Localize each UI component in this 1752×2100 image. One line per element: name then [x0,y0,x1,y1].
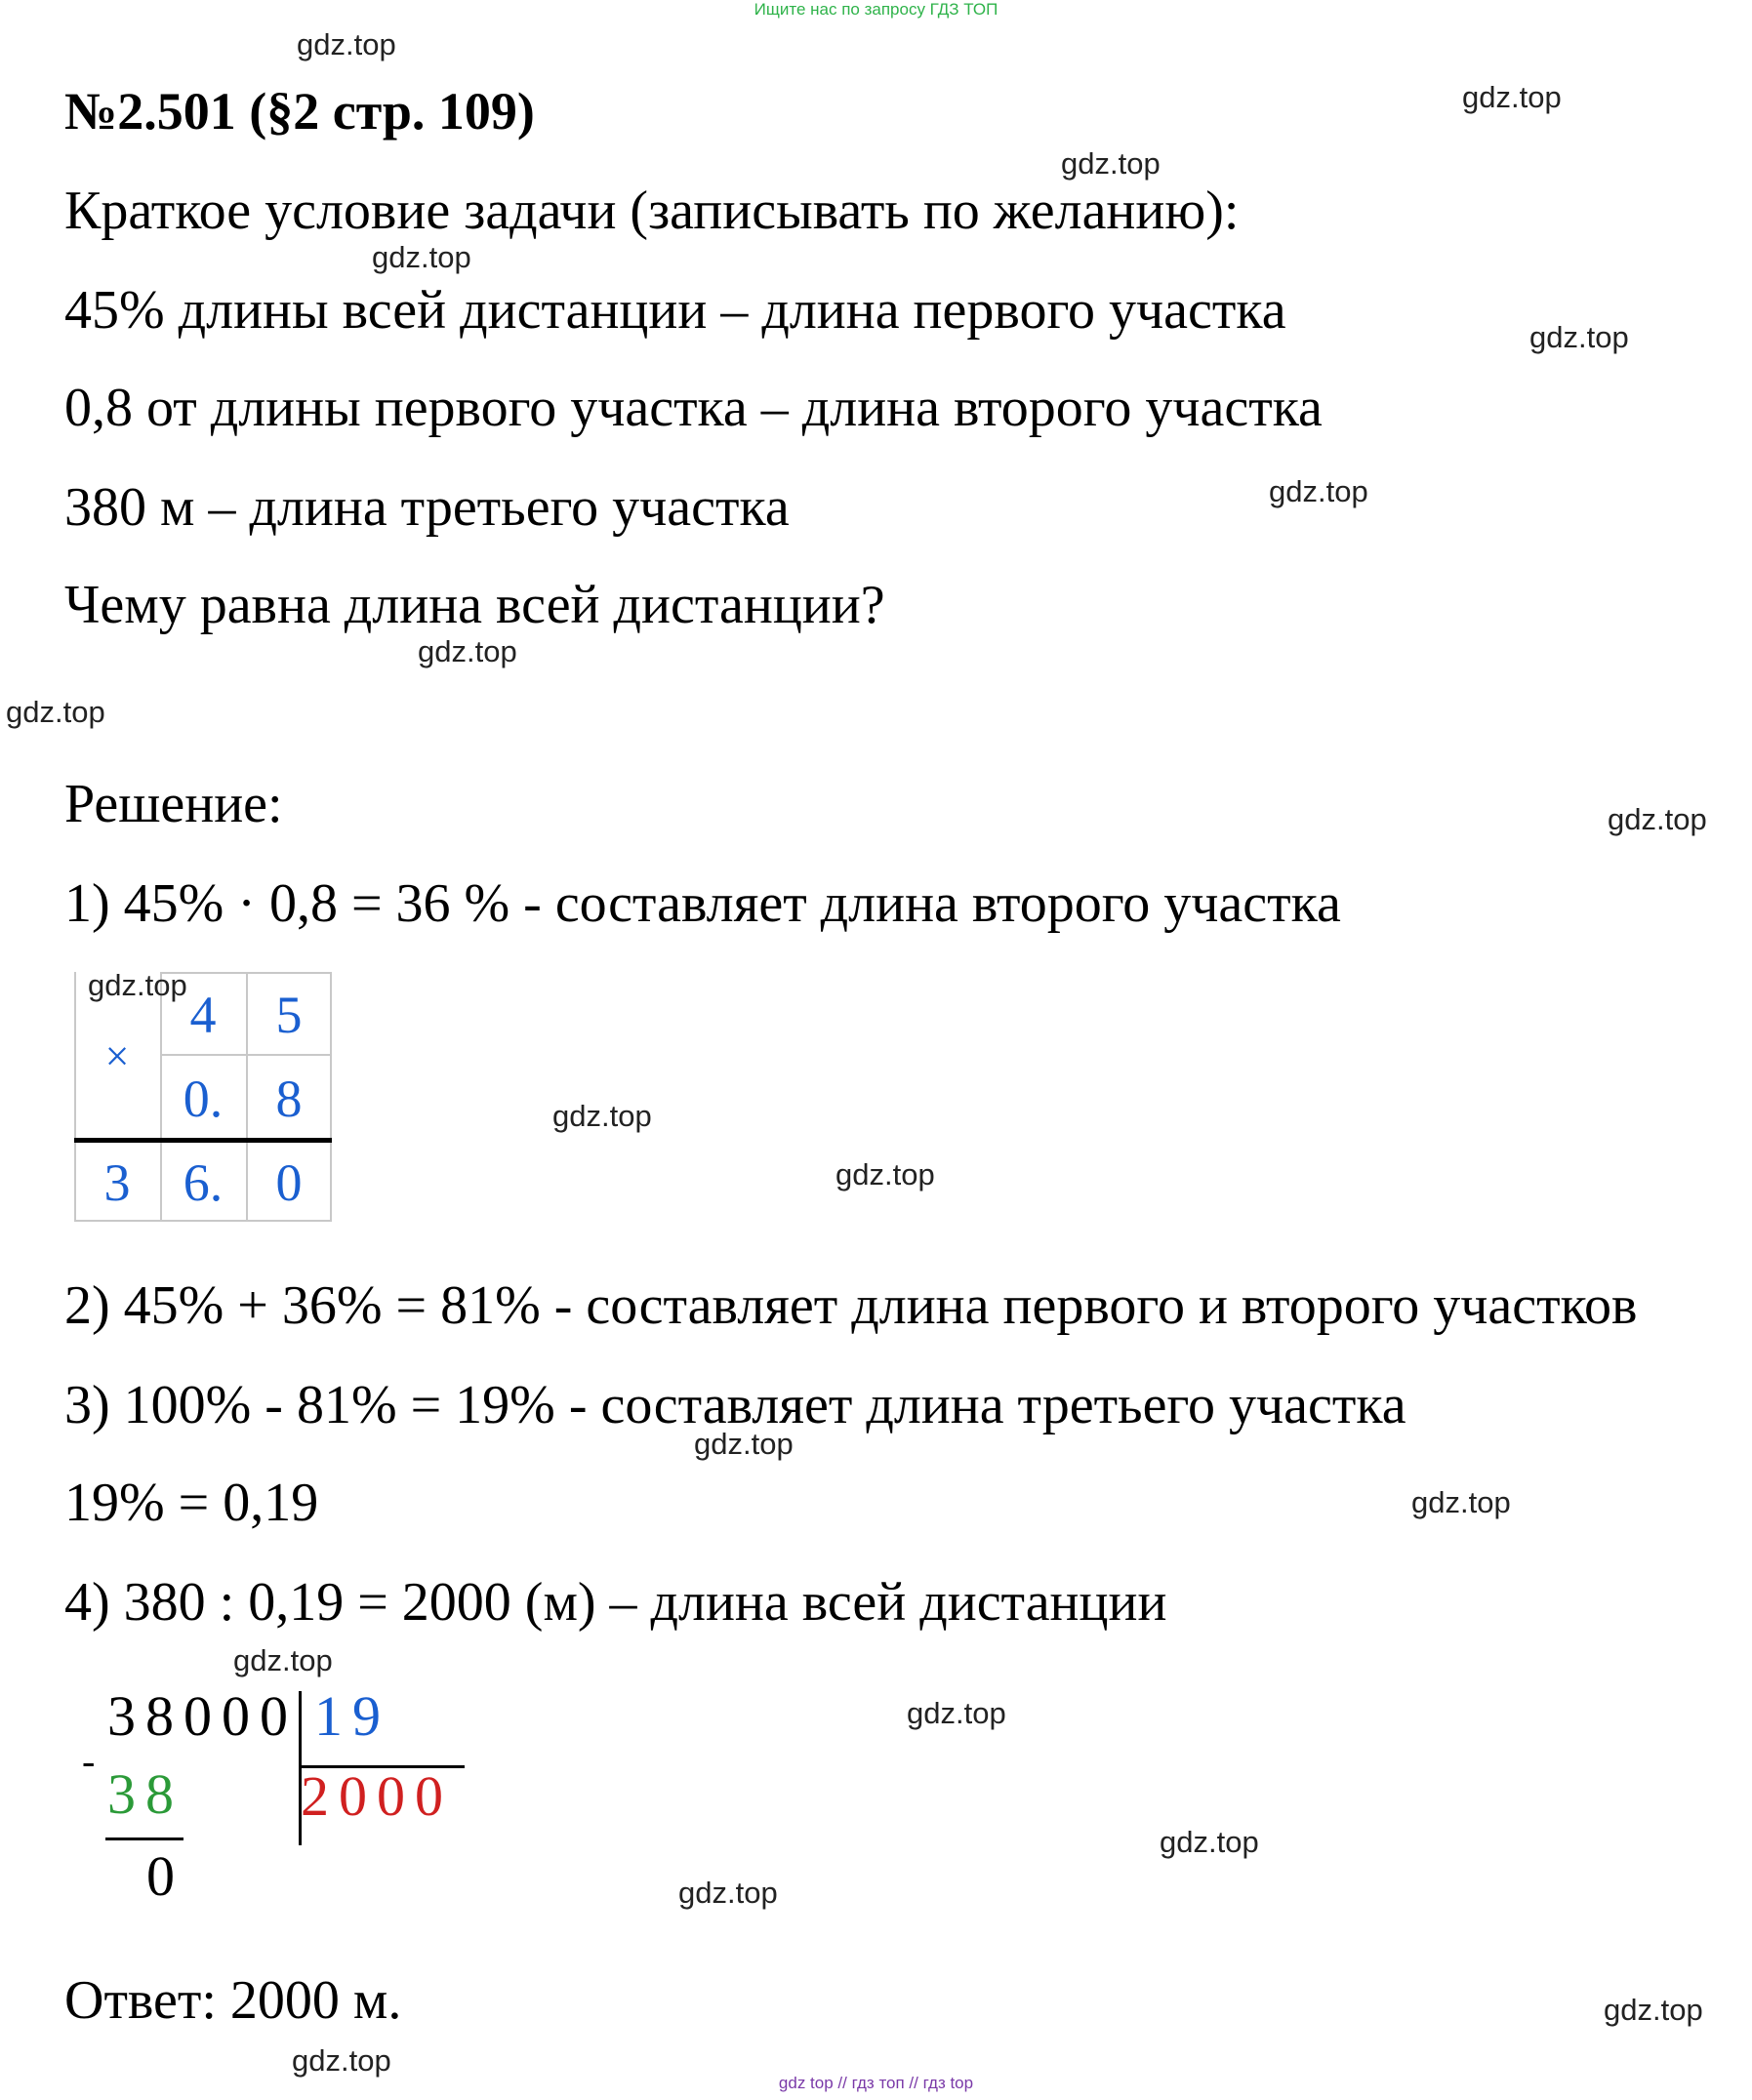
watermark: gdz.top [907,1696,1006,1730]
answer: Ответ: 2000 м. [64,1970,402,2031]
grid-result-digit: 6. [183,1153,224,1212]
grid-digit: 5 [275,986,303,1044]
percent-conversion: 19% = 0,19 [64,1473,319,1533]
watermark: gdz.top [418,634,517,668]
watermark: gdz.top [552,1099,652,1133]
division-dividend: 38000 [107,1684,298,1748]
watermark: gdz.top [1462,80,1562,114]
grid-digit: 0. [183,1070,224,1128]
grid-digit: 8 [275,1070,303,1128]
long-division [80,1683,490,1908]
page-title: №2.501 (§2 стр. 109) [64,82,535,141]
watermark: gdz.top [233,1643,333,1677]
division-underline [105,1838,183,1840]
division-remainder: 0 [146,1844,184,1908]
grid-result-digit: 3 [103,1153,131,1212]
condition-line: 380 м – длина третьего участка [64,477,790,538]
watermark: gdz.top [1604,1993,1703,2027]
minus-sign: - [82,1739,105,1783]
condition-line: 0,8 от длины первого участка – длина второго участка [64,378,1323,438]
division-divisor: 19 [314,1684,390,1748]
watermark: gdz.top [694,1427,794,1461]
watermark: gdz.top [6,695,105,729]
division-subtrahend: 38 [107,1762,183,1826]
solution-heading: Решение: [64,774,283,834]
grid-digit: 4 [189,986,217,1044]
watermark: gdz.top [1160,1825,1259,1859]
watermark: gdz.top [1411,1485,1511,1519]
condition-question: Чему равна длина всей дистанции? [64,575,885,635]
watermark: gdz.top [835,1157,935,1191]
watermark: gdz.top [1529,320,1629,354]
condition-heading: Краткое условие задачи (записывать по желанию): [64,181,1240,241]
header-note: Ищите нас по запросу ГДЗ ТОП [754,0,998,19]
watermark: gdz.top [372,240,471,274]
watermark: gdz.top [297,27,396,61]
multiplication-grid [74,972,332,1222]
watermark: gdz.top [1269,474,1368,508]
condition-line: 45% длины всей дистанции – длина первого участка [64,280,1286,341]
watermark: gdz.top [1608,802,1707,836]
division-quotient: 2000 [301,1764,453,1828]
watermark: gdz.top [1061,146,1161,181]
solution-step-1: 1) 45% · 0,8 = 36 % - составляет длина второго участка [64,873,1341,934]
multiply-sign: × [104,1031,130,1080]
watermark: gdz.top [88,968,187,1002]
solution-step-2: 2) 45% + 36% = 81% - составляет длина первого и второго участков [64,1275,1638,1336]
watermark: gdz.top [292,2043,391,2078]
solution-step-4: 4) 380 : 0,19 = 2000 (м) – длина всей дистанции [64,1572,1167,1633]
solution-step-3: 3) 100% - 81% = 19% - составляет длина третьего участка [64,1375,1406,1435]
footer-note: gdz top // гдз топ // гдз top [778,2074,974,2092]
watermark: gdz.top [678,1876,778,1910]
grid-result-digit: 0 [275,1153,303,1212]
